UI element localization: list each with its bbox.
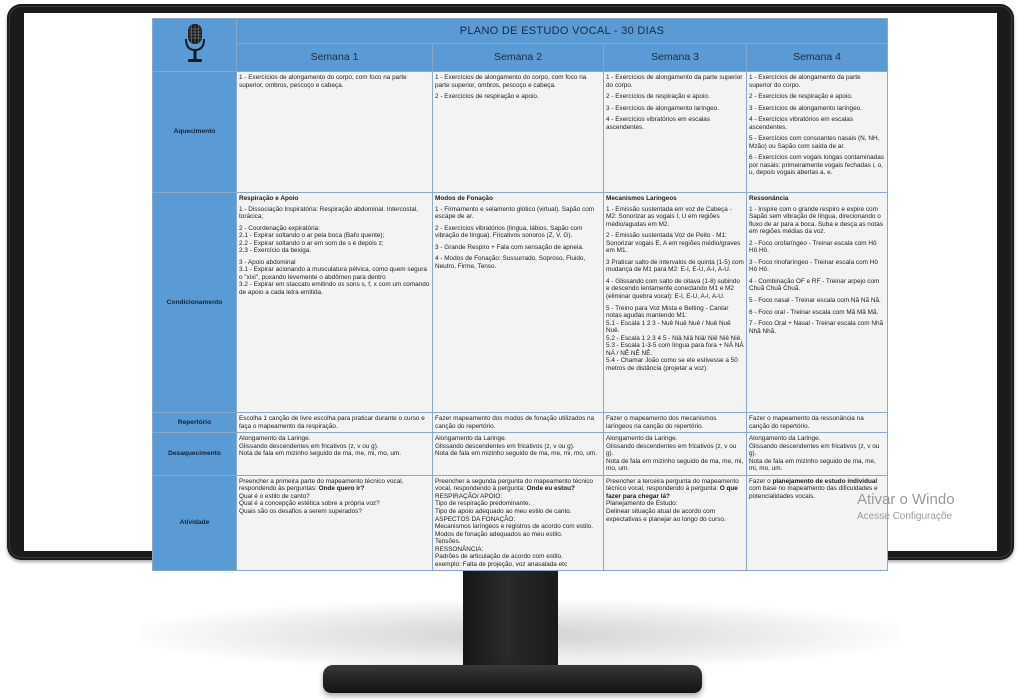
cell-line: 1 - Exercícios de alongamento da parte superior do corpo. xyxy=(749,74,861,89)
cell-line: 6 - Foco oral - Treinar escala com Mã Mã Mã. xyxy=(749,308,879,316)
cell-line: Qual é a concepção estética sobre a própria voz? xyxy=(239,500,380,508)
cell-line: 2 - Foco orofaríngeo - Treinar escala com Hô Hô Hô. xyxy=(749,239,877,255)
cell-heading: Modos de Fonação xyxy=(435,195,493,202)
cell-line: Nota de fala em mizinho seguido de ma, me, mi, mo, um. xyxy=(435,450,597,458)
cell-line: 2 - Coordenação expiratória: xyxy=(239,224,320,232)
desaquecimento-cell xyxy=(604,433,747,476)
cell-line: 5.1 - Escala 1 2 3 - Nuê Nuê Nuê / Nuê Nuê Nuê. xyxy=(606,319,731,335)
cell-line: Planejamento de Estudo: xyxy=(606,500,678,508)
cell-line: 5.4 - Chamar João como se ele estivesse a 50 metros de distância (projetar a voz). xyxy=(606,357,738,372)
cell-line: Tipo de respiração predominante. xyxy=(435,500,531,508)
cell-line: 1 - Exercícios de alongamento da parte superior do corpo. xyxy=(606,74,743,89)
activity-question: Onde eu estou? xyxy=(526,485,575,493)
cell-line: 4 - Modos de Fonação: Sussurrado, Soproso, Fluido, Neutro, Firme, Tenso. xyxy=(435,255,586,270)
cell-line: 3.1 - Expirar acionando a musculatura pélvica, como quem segura o "xixi", puxando levemente o abdômen para dentro xyxy=(239,266,427,281)
desaquecimento-cell xyxy=(747,433,888,476)
atividade-cell xyxy=(237,475,433,571)
cell-line: Delinear situação atual de acordo com expectativas e planejar ao longo do curso. xyxy=(606,508,726,523)
cell-line: Glissando descendentes em fricativos (z, v ou g). xyxy=(239,442,379,450)
desaquecimento-cell xyxy=(433,433,604,476)
cell-line: 1 - Exercícios de alongamento do corpo, com foco na parte superior, ombros, pescoço e cabeça. xyxy=(239,74,407,89)
row-label-desaquecimento: Desaquecimento xyxy=(153,433,237,476)
monitor-base xyxy=(323,665,702,693)
microphone-icon xyxy=(182,22,208,66)
week-header: Semana 1 xyxy=(237,44,433,72)
cell-line: Mecanismos laríngeos e registros de acordo com estilo. xyxy=(435,523,594,531)
cell-line: 1 - Exercícios de alongamento do corpo, com foco na parte superior, ombros, pescoço e cabeça. xyxy=(435,74,587,89)
cell-line: 2.3 - Exercício da bexiga. xyxy=(239,247,312,255)
cell-line: 4 - Combinação OF e RF - Treinar arpejo com Chuã Chuã Chuã. xyxy=(749,277,880,293)
activity-intro: Fazer o xyxy=(749,477,773,485)
condicionamento-cell xyxy=(433,193,604,413)
monitor xyxy=(7,4,1014,568)
activity-intro: Preencher a terceira pergunta do mapeamento técnico vocal, respondendo à pergunta: xyxy=(606,477,739,493)
windows-activation-watermark xyxy=(857,491,997,522)
cell-line: 1 - Dissociação Inspiratória: Respiração abdominal. Intercostal, torácica; xyxy=(239,205,419,221)
cell-line: Glissando descendentes em fricativos (z, v ou g). xyxy=(435,442,575,450)
activity-question: planejamento de estudo individual xyxy=(772,477,878,485)
cell-line: Padrões de articulação de acordo com estilo. xyxy=(435,553,563,561)
cell-line: 2.2 - Expirar soltando o ar em som de s e depois z; xyxy=(239,239,384,247)
cell-line: 3 - Exercícios de alongamento laríngeo. xyxy=(606,104,719,112)
cell-line: Modos de fonação adequados ao meu estilo. xyxy=(435,530,563,538)
condicionamento-cell xyxy=(747,193,888,413)
week-header: Semana 4 xyxy=(747,44,888,72)
cell-line: ASPECTOS DA FONAÇÃO: xyxy=(435,515,516,523)
atividade-cell xyxy=(433,475,604,571)
logo-cell xyxy=(153,19,237,72)
cell-line: 3 - Exercícios de alongamento laríngeo. xyxy=(749,104,862,112)
cell-heading: Respiração e Apoio xyxy=(239,195,299,202)
cell-line: 2 - Emissão sustentada Voz de Peito - M1: Sonorizar vogais E, A em regiões médio/graves em M1. xyxy=(606,232,741,255)
cell-line: 5 - Exercícios com consoantes nasais (N, NH, Mzão) ou Sapão com saída de ar. xyxy=(749,135,880,150)
watermark-subtitle: Acesse Configuraçõe xyxy=(857,511,953,522)
cell-line: 1 - Firmamento e selamento glótico (virtual). Sapão com escape de ar. xyxy=(435,205,595,221)
sheet-title: PLANO DE ESTUDO VOCAL - 30 DIAS xyxy=(237,19,888,44)
cell-line: 5 - Treino para Voz Mista e Belting - Cantar notas agudas mantendo M1: xyxy=(606,304,729,320)
cell-line: 7 - Foco Oral + Nasal - Treinar escala com Nhã Nhã Nhã. xyxy=(749,320,884,335)
cell-line: Alongamento da Laringe. xyxy=(435,435,507,443)
cell-line: RESSONÂNCIA: xyxy=(435,545,484,553)
desaquecimento-cell xyxy=(237,433,433,476)
aquecimento-cell xyxy=(237,72,433,193)
cell-line: Glissando descendentes em fricativos (z, v ou g). xyxy=(606,442,737,458)
row-label-aquecimento: Aquecimento xyxy=(153,72,237,193)
activity-intro: Preencher a segunda pergunta do mapeamento técnico vocal, respondendo à pergunta: xyxy=(435,477,594,493)
cell-line: 5.3 - Escala 1-3-5 com língua para fora + NÁ NÁ NÁ / NÊ NÊ NÊ. xyxy=(606,342,744,357)
cell-line: 2 - Exercícios de respiração e apoio. xyxy=(606,93,710,101)
repertorio-cell: Escolha 1 canção de livre escolha para praticar durante o curso e faça o mapeamento da respiração. xyxy=(237,413,433,433)
week-header: Semana 2 xyxy=(433,44,604,72)
repertorio-cell: Fazer o mapeamento dos mecanismos laríngeos na canção do repertório. xyxy=(604,413,747,433)
monitor-screen xyxy=(24,13,997,568)
cell-line: Alongamento da Laringe. xyxy=(239,435,311,443)
cell-line: Tensões. xyxy=(435,538,461,546)
cell-line: RESPIRAÇÃO/ APOIO: xyxy=(435,492,503,500)
cell-line: 3.2 - Expirar em staccato emitindo os sons s, f, x com um comando de apoio a cada letra emitida. xyxy=(239,281,430,297)
atividade-cell xyxy=(604,475,747,571)
monitor-neck xyxy=(463,560,558,672)
cell-line: 1 - Inspire com o grande respiro e expire com Sapão sem vibração de língua, direcionando o fluxo de ar para a boca. Suba e desça as notas em regiões médias da voz. xyxy=(749,205,883,236)
atividade-cell xyxy=(747,475,888,571)
cell-line: 2.1 - Expirar soltando o ar pela boca (Bafo quente); xyxy=(239,232,385,240)
cell-line: 6 - Exercícios com vogais longas contaminadas por nasais: primeiramente vogais fechadas i, o, u, depois vogais abertas a, e. xyxy=(749,154,884,177)
aquecimento-cell xyxy=(747,72,888,193)
cell-line: Glissando descendentes em fricativos (z, v ou g). xyxy=(749,442,880,458)
cell-line: Quais são os desafios a serem superados? xyxy=(239,508,362,516)
cell-line: Nota de fala em mizinho seguido de ma, me, mi, mo, um. xyxy=(239,450,401,458)
cell-line: 4 - Exercícios vibratórios em escalas ascendentes. xyxy=(606,116,711,131)
cell-heading: Ressonância xyxy=(749,195,789,202)
cell-line: Alongamento da Laringe. xyxy=(749,435,821,443)
activity-outro: com base no mapeamento das dificuldades e potencialidades vocais. xyxy=(749,485,878,500)
cell-line: 3 - Grande Respiro + Fala com sensação de apneia. xyxy=(435,243,584,251)
cell-line: 3 - Foco rinofaríngeo - Treinar escala com Hô Hô Hô. xyxy=(749,258,878,274)
row-label-condicionamento: Condicionamento xyxy=(153,193,237,413)
cell-line: 3 Praticar salto de intervalos de quinta (1-5) com mudança de M1 para M2: E-I, E-U, A-I, A-U. xyxy=(606,258,744,274)
repertorio-cell: Fazer mapeamento dos modos de fonação utilizados na canção do repertório. xyxy=(433,413,604,433)
aquecimento-cell xyxy=(604,72,747,193)
activity-intro: Preencher a primeira parte do mapeamento técnico vocal, respondendo às perguntas: xyxy=(239,477,404,493)
activity-question: O que fazer para chegar lá? xyxy=(606,485,738,500)
cell-line: 5 - Foco nasal - Treinar escala com Nã Nã Nã. xyxy=(749,297,881,305)
study-plan-sheet xyxy=(152,18,888,571)
watermark-title: Ativar o Windo xyxy=(857,491,955,508)
row-label-repertorio: Repertório xyxy=(153,413,237,433)
row-label-atividade: Atividade xyxy=(153,475,237,571)
activity-question: Onde quero ir? xyxy=(318,485,365,493)
cell-line: exemplo: Falta de projeção, voz anasalada etc xyxy=(435,560,568,568)
cell-line: 3 - Apoio abdominal xyxy=(239,258,296,266)
cell-line: 2 - Exercícios de respiração e apoio. xyxy=(749,93,853,101)
cell-heading: Mecanismos Laríngeos xyxy=(606,195,677,202)
cell-line: 4 - Glissando com salto de oitava (1-8) subindo e descendo lentamente conectando M1 e M2 (eliminar quebra vocal): E-I, E-U, A-I, A-U. xyxy=(606,277,740,301)
cell-line: Nota de fala em mizinho seguido de ma, me, mi, mo, um. xyxy=(606,457,744,473)
cell-line: Nota de fala em mizinho seguido de ma, me, mi, mo, um. xyxy=(749,457,876,473)
cell-line: Alongamento da Laringe. xyxy=(606,435,678,443)
condicionamento-cell xyxy=(237,193,433,413)
cell-line: 1 - Emissão sustentada em voz de Cabeça - M2: Sonorizar as vogais I, U em regiões médio/agudas em M2. xyxy=(606,205,732,228)
repertorio-cell: Fazer o mapeamento da ressonância na canção do repertório. xyxy=(747,413,888,433)
cell-line: 2 - Exercícios vibratórios (língua, lábios, Sapão com vibração de língua). Fricativos sonoros (Z, V, G). xyxy=(435,224,583,240)
cell-line: Qual é o estilo de canto? xyxy=(239,492,310,500)
cell-line: 5.2 - Escala 1 2 3 4 5 - Niâ Niâ Niâ/ Niê Niê Niê. xyxy=(606,334,743,342)
week-header: Semana 3 xyxy=(604,44,747,72)
condicionamento-cell xyxy=(604,193,747,413)
cell-line: 2 - Exercícios de respiração e apoio. xyxy=(435,93,539,101)
cell-line: 4 - Exercícios vibratórios em escalas ascendentes. xyxy=(749,116,854,131)
aquecimento-cell xyxy=(433,72,604,193)
cell-line: Tipo de apoio adequado ao meu estilo de canto. xyxy=(435,508,572,516)
